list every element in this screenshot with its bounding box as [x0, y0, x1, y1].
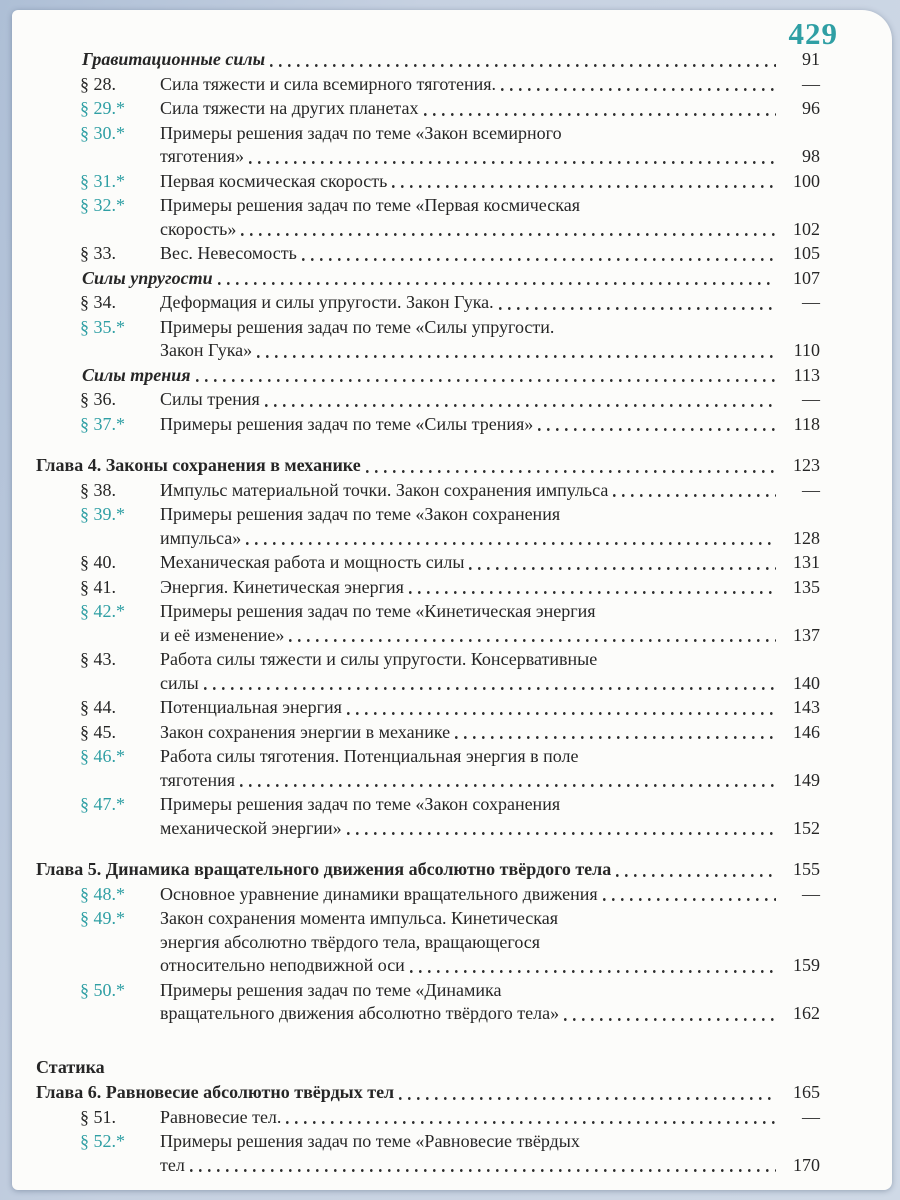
- toc-part: [36, 1056, 820, 1080]
- toc-entry: [36, 122, 820, 169]
- entry-text: силы: [160, 672, 199, 693]
- page-number: 110: [793, 340, 820, 360]
- entry-text: энергия абсолютно твёрдого тела, вращающегося: [160, 931, 541, 952]
- section-number: § 39.*: [80, 504, 125, 524]
- toc-entry: [36, 907, 820, 978]
- entry-text: Энергия. Кинетическая энергия: [160, 576, 404, 597]
- section-number: § 52.*: [80, 1131, 125, 1151]
- section-number: § 48.*: [80, 883, 125, 904]
- entry-text: Примеры решения задач по теме «Первая космическая: [160, 195, 580, 215]
- book-page: [12, 10, 892, 1190]
- dot-leader: [603, 897, 776, 902]
- page-number: 100: [793, 170, 820, 191]
- entry-text: Закон Гука»: [160, 340, 253, 360]
- entry-text: Вес. Невесомость: [160, 243, 297, 263]
- page-number: 140: [793, 672, 820, 693]
- toc-chapter: [36, 1081, 820, 1105]
- entry-text: Потенциальная энергия: [160, 697, 342, 717]
- toc-entry: [36, 883, 820, 907]
- section-number: § 30.*: [80, 122, 125, 143]
- section-number: § 45.: [80, 721, 116, 742]
- page-number: 102: [793, 218, 820, 239]
- section-number: § 49.*: [80, 908, 125, 928]
- dot-leader: [289, 638, 776, 643]
- dot-leader: [347, 831, 776, 836]
- entry-text: скорость»: [160, 218, 237, 239]
- dot-leader: [241, 232, 776, 237]
- toc-entry: [36, 979, 820, 1026]
- entry-text: Силы трения: [160, 389, 260, 409]
- entry-text: Сила тяжести на других планетах: [160, 98, 419, 118]
- section-number: § 29.*: [80, 98, 125, 118]
- toc-subhead: [36, 364, 820, 388]
- section-number: § 38.: [80, 479, 116, 500]
- toc-entry: [36, 291, 820, 315]
- dot-leader: [302, 257, 776, 262]
- toc-entry: [36, 242, 820, 266]
- entry-text: тел: [160, 1154, 185, 1175]
- page-number: —: [802, 479, 820, 500]
- page-number: 149: [793, 769, 820, 790]
- dot-leader: [538, 427, 776, 432]
- page-number: 170: [793, 1154, 820, 1175]
- entry-text: Равновесие тел.: [160, 1106, 282, 1127]
- dot-leader: [347, 711, 776, 716]
- page-number: —: [802, 73, 820, 94]
- entry-text: Основное уравнение динамики вращательного движения: [160, 883, 598, 904]
- page-number: 107: [793, 267, 820, 288]
- page-number: 152: [793, 817, 820, 838]
- toc-entry: [36, 73, 820, 97]
- page-number: 128: [793, 527, 820, 548]
- dot-leader: [190, 1168, 776, 1173]
- entry-text: Примеры решения задач по теме «Силы трения»: [160, 413, 534, 434]
- dot-leader: [218, 281, 776, 286]
- page-number: 98: [802, 146, 820, 166]
- entry-text: Глава 4. Законы сохранения в механике: [36, 455, 361, 475]
- toc-entry: [36, 551, 820, 575]
- section-number: § 51.: [80, 1106, 116, 1127]
- dot-leader: [196, 378, 776, 383]
- section-number: § 43.: [80, 649, 116, 669]
- toc-entry: [36, 576, 820, 600]
- toc-entry: [36, 316, 820, 363]
- dot-leader: [499, 306, 776, 311]
- section-number: § 50.*: [80, 979, 125, 1000]
- section-number: § 46.*: [80, 746, 125, 766]
- entry-text: Примеры решения задач по теме «Закон всемирного: [160, 122, 562, 143]
- toc-entry: [36, 413, 820, 437]
- entry-text: механической энергии»: [160, 817, 342, 838]
- dot-leader: [501, 87, 776, 92]
- entry-text: Примеры решения задач по теме «Динамика: [160, 979, 502, 1000]
- toc-subhead: [36, 48, 820, 72]
- toc-chapter: [36, 858, 820, 882]
- section-number: § 37.*: [80, 413, 125, 434]
- dot-leader: [392, 184, 776, 189]
- page-number: 118: [793, 413, 820, 434]
- entry-text: Примеры решения задач по теме «Закон сохранения: [160, 504, 561, 524]
- entry-text: Глава 5. Динамика вращательного движения абсолютно твёрдого тела: [36, 859, 612, 879]
- entry-text: Примеры решения задач по теме «Кинетическая энергия: [160, 601, 596, 621]
- page-number: 137: [793, 624, 820, 645]
- toc-entry: [36, 479, 820, 503]
- dot-leader: [409, 590, 776, 595]
- toc-entry: [36, 721, 820, 745]
- page-number: 105: [793, 243, 820, 263]
- entry-text: и её изменение»: [160, 624, 285, 645]
- dot-leader: [469, 566, 776, 571]
- dot-leader: [257, 354, 776, 359]
- page-number: 155: [793, 859, 820, 879]
- entry-text: Первая космическая скорость: [160, 170, 388, 191]
- dot-leader: [424, 112, 776, 117]
- entry-text: Работа силы тяжести и силы упругости. Консервативные: [160, 649, 598, 669]
- section-number: § 28.: [80, 73, 116, 94]
- section-number: § 36.: [80, 389, 116, 409]
- section-number: § 32.*: [80, 195, 125, 215]
- entry-text: Примеры решения задач по теме «Силы упругости.: [160, 316, 555, 337]
- page-number: 159: [793, 955, 820, 975]
- entry-text: Механическая работа и мощность силы: [160, 552, 465, 572]
- toc-entry: [36, 194, 820, 241]
- toc-entry: [36, 745, 820, 792]
- section-number: § 35.*: [80, 316, 125, 337]
- toc-entry: [36, 600, 820, 647]
- section-number: § 40.: [80, 552, 116, 572]
- dot-leader: [410, 969, 776, 974]
- page-number: 162: [793, 1003, 820, 1023]
- dot-leader: [616, 873, 776, 878]
- entry-text: тяготения: [160, 769, 236, 790]
- section-number: § 44.: [80, 697, 116, 717]
- toc-chapter: [36, 454, 820, 478]
- page-number: 113: [793, 364, 820, 385]
- dot-leader: [270, 63, 776, 68]
- page-number: 146: [793, 721, 820, 742]
- section-number: § 47.*: [80, 794, 125, 814]
- entry-text: тяготения»: [160, 146, 245, 166]
- section-number: § 31.*: [80, 170, 125, 191]
- toc-entry: [36, 1130, 820, 1177]
- dot-leader: [240, 783, 776, 788]
- dot-leader: [455, 735, 776, 740]
- entry-text: Силы трения: [82, 364, 191, 385]
- page-number: 123: [793, 455, 820, 475]
- toc-entry: [36, 793, 820, 840]
- entry-text: Закон сохранения момента импульса. Кинетическая: [160, 908, 559, 928]
- toc-entry: [36, 97, 820, 121]
- entry-text: Сила тяжести и сила всемирного тяготения.: [160, 73, 497, 94]
- toc-entry: [36, 503, 820, 550]
- entry-text: Силы упругости: [82, 267, 213, 288]
- page-number: —: [802, 883, 820, 904]
- entry-text: Гравитационные силы: [82, 49, 266, 69]
- page-number: 165: [793, 1082, 820, 1102]
- dot-leader: [366, 469, 776, 474]
- page-number: 91: [802, 49, 820, 69]
- page-number: 131: [793, 552, 820, 572]
- section-number: § 34.: [80, 292, 116, 312]
- dot-leader: [246, 541, 776, 546]
- toc-entry: [36, 696, 820, 720]
- entry-text: Глава 6. Равновесие абсолютно твёрдых тел: [36, 1082, 395, 1102]
- page-number: —: [802, 292, 820, 312]
- section-number: § 42.*: [80, 601, 125, 621]
- entry-text: вращательного движения абсолютно твёрдого тела»: [160, 1003, 560, 1023]
- entry-text: Работа силы тяготения. Потенциальная энергия в поле: [160, 746, 579, 766]
- section-number: § 41.: [80, 576, 116, 597]
- dot-leader: [204, 686, 776, 691]
- dot-leader: [399, 1096, 776, 1101]
- entry-text: относительно неподвижной оси: [160, 955, 405, 975]
- page-number: —: [802, 1106, 820, 1127]
- toc-subhead: [36, 267, 820, 291]
- folio-page-number: 429: [788, 16, 838, 51]
- dot-leader: [613, 493, 776, 498]
- page-number: 135: [793, 576, 820, 597]
- entry-text: Деформация и силы упругости. Закон Гука.: [160, 292, 494, 312]
- page-number: 143: [793, 697, 820, 717]
- toc-entry: [36, 388, 820, 412]
- section-number: § 33.: [80, 243, 116, 263]
- entry-text: Закон сохранения энергии в механике: [160, 721, 451, 742]
- entry-text: Примеры решения задач по теме «Равновесие твёрдых: [160, 1131, 580, 1151]
- entry-text: импульса»: [160, 527, 242, 548]
- page-number: 96: [802, 98, 820, 118]
- dot-leader: [564, 1017, 776, 1022]
- entry-text: Импульс материальной точки. Закон сохранения импульса: [160, 479, 609, 500]
- entry-text: Примеры решения задач по теме «Закон сохранения: [160, 794, 561, 814]
- entry-text: Статика: [36, 1056, 105, 1077]
- toc-entry: [36, 1106, 820, 1130]
- toc-entry: [36, 648, 820, 695]
- toc-list: [36, 48, 820, 1178]
- toc-entry: [36, 170, 820, 194]
- dot-leader: [249, 160, 776, 165]
- page-number: —: [802, 389, 820, 409]
- dot-leader: [265, 403, 776, 408]
- dot-leader: [286, 1120, 776, 1125]
